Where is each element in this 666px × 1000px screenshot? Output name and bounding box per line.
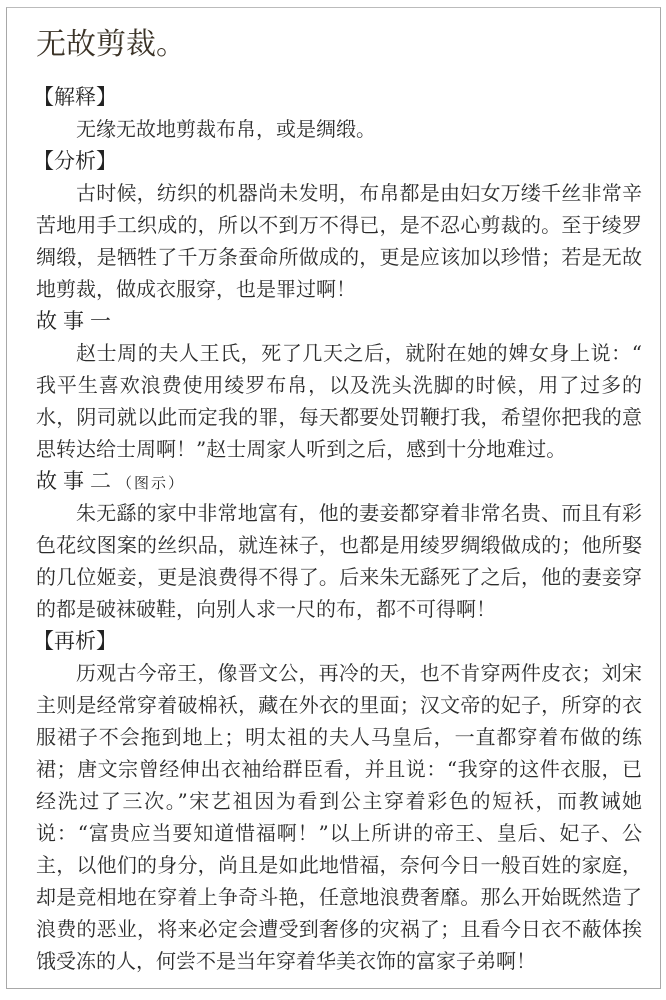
paragraph-line: 苦地用手工织成的，所以不到万不得已，是不忍心剪裁的。至于绫罗 xyxy=(36,213,642,237)
page-title: 无故剪裁。 xyxy=(36,27,186,62)
story2-title: 故事二 xyxy=(36,469,117,493)
paragraph-line: 我平生喜欢浪费使用绫罗布帛，以及洗头洗脚的时候，用了过多的 xyxy=(36,373,642,397)
paragraph-line: 赵士周的夫人王氏，死了几天之后，就附在她的婢女身上说：“ xyxy=(76,341,642,365)
paragraph-line: 的都是破袜破鞋，向别人求一尺的布，都不可得啊！ xyxy=(36,597,496,621)
paragraph-line: 古时候，纺织的机器尚未发明，布帛都是由妇女万缕千丝非常辛 xyxy=(76,181,642,205)
paragraph-line: 说：“富贵应当要知道惜福啊！”以上所讲的帝王、皇后、妃子、公 xyxy=(36,821,642,845)
paragraph-line: 饿受冻的人，何尝不是当年穿着华美衣饰的富家子弟啊！ xyxy=(36,949,536,973)
story2-note: （图示） xyxy=(117,474,186,492)
section-heading-story2 xyxy=(36,465,642,497)
paragraph-line: 主则是经常穿着破棉袄，藏在外衣的里面；汉文帝的妃子，所穿的衣 xyxy=(36,693,642,717)
paragraph-line: 裙；唐文宗曾经伸出衣袖给群臣看，并且说：“我穿的这件衣服，已 xyxy=(36,757,642,781)
paragraph-line: 绸缎，是牺牲了千万条蚕命所做成的，更是应该加以珍惜；若是无故 xyxy=(36,245,642,269)
section-heading-story1: 故事一 xyxy=(36,309,117,333)
paragraph-line: 的几位姬妾，更是浪费得不得了。后来朱无繇死了之后，他的妻妾穿 xyxy=(36,565,642,589)
paragraph-line: 主，以他们的身分，尚且是如此地惜福，奈何今日一般百姓的家庭， xyxy=(36,853,642,877)
page-content xyxy=(33,25,642,977)
section-heading-explain: 【解释】 xyxy=(33,85,117,109)
paragraph-line: 水，阴司就以此而定我的罪，每天都要处罚鞭打我，希望你把我的意 xyxy=(36,405,642,429)
paragraph-line: 却是竞相地在穿着上争奇斗艳，任意地浪费奢靡。那么开始既然造了 xyxy=(36,885,642,909)
paragraph-line: 朱无繇的家中非常地富有，他的妻妾都穿着非常名贵、而且有彩 xyxy=(76,501,642,525)
paragraph-line: 思转达给士周啊！”赵士周家人听到之后，感到十分地难过。 xyxy=(36,437,567,461)
paragraph-line: 历观古今帝王，像晋文公，再冷的天，也不肯穿两件皮衣；刘宋 xyxy=(76,661,642,685)
paragraph-line: 浪费的恶业，将来必定会遭受到奢侈的灾祸了；且看今日衣不蔽体挨 xyxy=(36,917,642,941)
paragraph-line: 色花纹图案的丝织品，就连袜子，也都是用绫罗绸缎做成的；他所娶 xyxy=(36,533,642,557)
section-heading-reanalysis: 【再析】 xyxy=(33,629,117,653)
paragraph-line: 无缘无故地剪裁布帛，或是绸缎。 xyxy=(76,117,376,141)
section-heading-analysis: 【分析】 xyxy=(33,149,117,173)
paragraph-line: 地剪裁，做成衣服穿，也是罪过啊！ xyxy=(36,277,356,301)
paragraph-line: 经洗过了三次。”宋艺祖因为看到公主穿着彩色的短袄，而教诫她 xyxy=(36,789,642,813)
paragraph-line: 服裙子不会拖到地上；明太祖的夫人马皇后，一直都穿着布做的练 xyxy=(36,725,642,749)
